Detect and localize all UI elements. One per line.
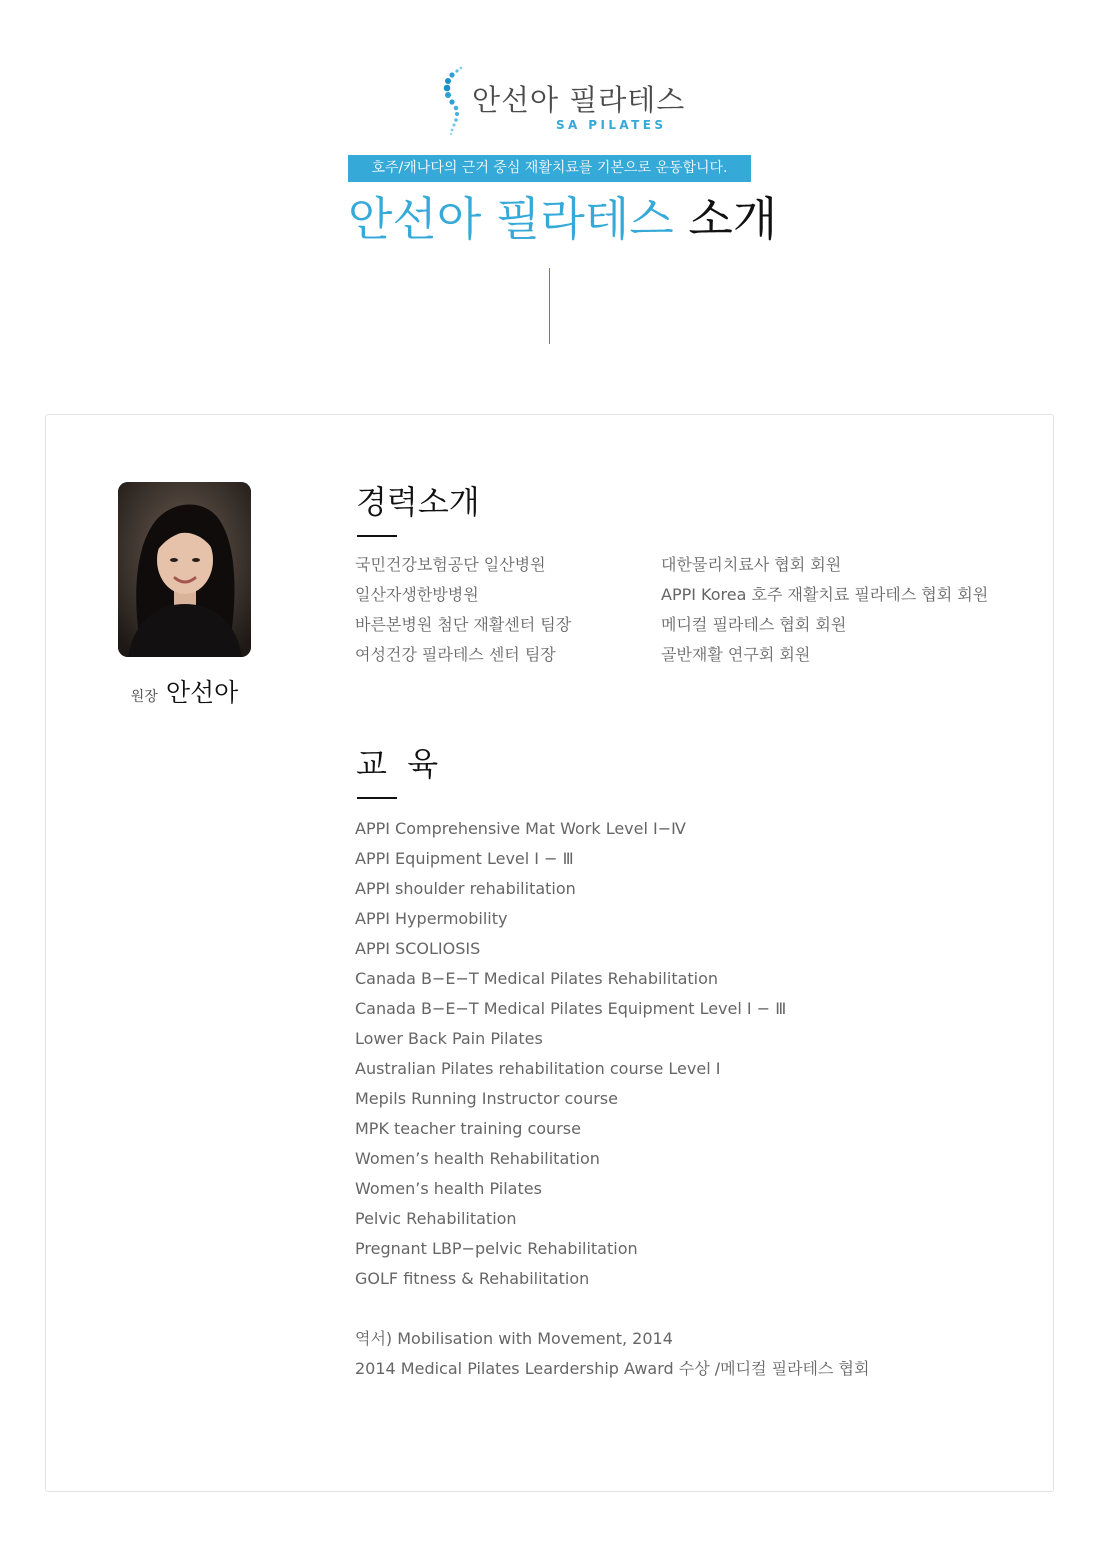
list-item: GOLF fitness & Rehabilitation xyxy=(355,1269,590,1288)
list-item: MPK teacher training course xyxy=(355,1119,581,1138)
vertical-divider xyxy=(549,268,550,344)
brand-logo xyxy=(442,62,686,138)
list-item: Women’s health Pilates xyxy=(355,1179,542,1198)
list-item: APPI Comprehensive Mat Work Level Ⅰ−Ⅳ xyxy=(355,819,686,838)
director-role: 원장 xyxy=(130,689,158,705)
list-item: APPI Hypermobility xyxy=(355,909,508,928)
career-rule xyxy=(357,535,397,537)
publication-list xyxy=(355,1324,869,1384)
list-item: Canada B−E−T Medical Pilates Rehabilitation xyxy=(355,969,719,988)
tagline-banner: 호주/캐나다의 근거 중심 재활치료를 기본으로 운동합니다. xyxy=(348,155,751,182)
career-list-right xyxy=(661,550,988,670)
page-title-accent: 안선아 필라테스 xyxy=(348,192,674,246)
career-title: 경력소개 xyxy=(356,483,480,521)
list-item: 2014 Medical Pilates Leardership Award 수상 /메디컬 필라테스 협회 xyxy=(355,1359,870,1378)
director-caption xyxy=(118,673,251,709)
education-rule xyxy=(357,797,397,799)
list-item: Lower Back Pain Pilates xyxy=(355,1029,543,1048)
list-item: 일산자생한방병원 xyxy=(355,585,479,604)
list-item: 메디컬 필라테스 협회 회원 xyxy=(661,615,847,634)
list-item: APPI SCOLIOSIS xyxy=(355,939,481,958)
education-title: 교 육 xyxy=(356,745,439,783)
page-title xyxy=(348,190,778,248)
list-item: APPI Equipment Level Ⅰ − Ⅲ xyxy=(355,849,574,868)
director-name: 안선아 xyxy=(165,678,239,707)
profile-card xyxy=(45,414,1054,1492)
list-item: Pelvic Rehabilitation xyxy=(355,1209,517,1228)
portrait-image xyxy=(118,482,251,657)
list-item: APPI Korea 호주 재활치료 필라테스 협회 회원 xyxy=(661,585,989,604)
career-list-left xyxy=(355,550,571,670)
director-photo xyxy=(118,482,251,657)
page-title-plain: 소개 xyxy=(688,192,778,246)
spine-dots-icon xyxy=(442,62,468,138)
list-item: 국민건강보험공단 일산병원 xyxy=(355,555,546,574)
list-item: APPI shoulder rehabilitation xyxy=(355,879,576,898)
logo-subtitle: SA PILATES xyxy=(556,118,667,132)
list-item: Pregnant LBP−pelvic Rehabilitation xyxy=(355,1239,638,1258)
logo-name: 안선아 필라테스 xyxy=(472,83,686,117)
list-item: 바른본병원 첨단 재활센터 팀장 xyxy=(355,615,572,634)
education-list xyxy=(355,814,786,1294)
list-item: Canada B−E−T Medical Pilates Equipment Level Ⅰ − Ⅲ xyxy=(355,999,787,1018)
list-item: Mepils Running Instructor course xyxy=(355,1089,618,1108)
list-item: Australian Pilates rehabilitation course Level Ⅰ xyxy=(355,1059,721,1078)
list-item: 역서) Mobilisation with Movement, 2014 xyxy=(355,1329,673,1348)
list-item: 골반재활 연구회 회원 xyxy=(661,645,811,664)
list-item: 대한물리치료사 협회 회원 xyxy=(661,555,842,574)
list-item: Women’s health Rehabilitation xyxy=(355,1149,600,1168)
list-item: 여성건강 필라테스 센터 팀장 xyxy=(355,645,556,664)
